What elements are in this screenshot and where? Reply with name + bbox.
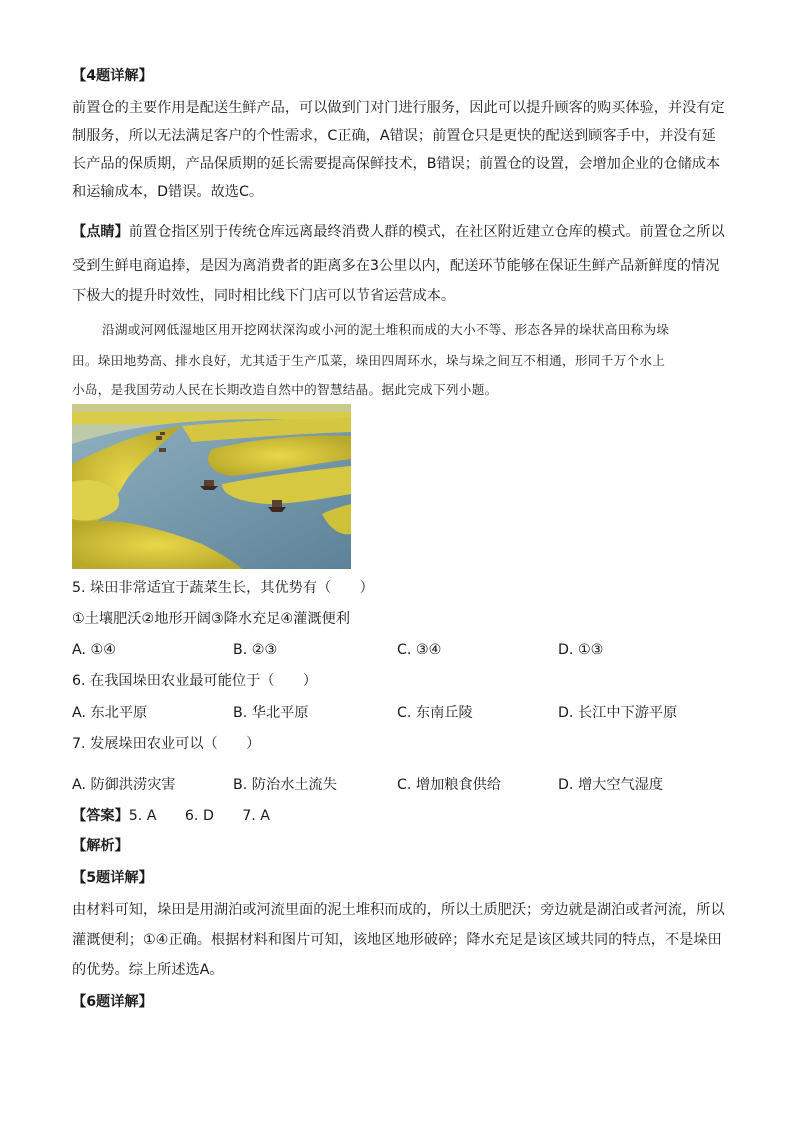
q5-option-b[interactable]: B. ②③	[233, 642, 278, 658]
q5-detail-line: 的优势。综上所述选A。	[72, 962, 224, 978]
q7-option-d[interactable]: D. 增大空气湿度	[558, 777, 664, 793]
key-point-label: 【点睛】	[72, 224, 129, 240]
q5-detail-line: 由材料可知，垛田是用湖泊或河流里面的泥土堆积而成的，所以土质肥沃；旁边就是湖泊或者河流，所以	[72, 902, 725, 918]
answer-line	[72, 806, 270, 826]
q5-detail-heading: 【5题详解】	[72, 870, 153, 886]
q7-option-b[interactable]: B. 防治水土流失	[233, 777, 337, 793]
key-point-line: 下极大的提升时效性，同时相比线下门店可以节省运营成本。	[72, 288, 456, 304]
q6-option-d[interactable]: D. 长江中下游平原	[558, 705, 678, 721]
key-point-paragraph	[72, 222, 725, 242]
duotian-photo	[72, 404, 351, 569]
answer-text: 5. A 6. D 7. A	[128, 808, 270, 824]
q6-option-b[interactable]: B. 华北平原	[233, 705, 309, 721]
key-point-line: 受到生鲜电商追捧，是因为离消费者的距离多在3公里以内，配送环节能够在保证生鲜产品新鲜度的情况	[72, 258, 720, 274]
q4-detail-heading: 【4题详解】	[72, 68, 153, 84]
q7-option-c[interactable]: C. 增加粮食供给	[397, 777, 502, 793]
material-line: 田。垛田地势高、排水良好，尤其适于生产瓜菜，垛田四周环水，垛与垛之间互不相通，形同千万个水上	[72, 353, 666, 368]
answer-label: 【答案】	[72, 808, 129, 824]
key-point-text: 前置仓指区别于传统仓库远离最终消费人群的模式，在社区附近建立仓库的模式。前置仓之所以	[128, 224, 725, 240]
analysis-label: 【解析】	[72, 838, 129, 854]
q6-detail-heading: 【6题详解】	[72, 994, 153, 1010]
q4-detail-line: 制服务，所以无法满足客户的个性需求，C正确，A错误；前置仓只是更快的配送到顾客手中，并没有延	[72, 128, 716, 144]
q5-option-d[interactable]: D. ①③	[558, 642, 604, 658]
q4-detail-line: 前置仓的主要作用是配送生鲜产品，可以做到门对门进行服务，因此可以提升顾客的购买体验，并没有定	[72, 100, 725, 116]
q4-detail-line: 和运输成本，D错误。故选C。	[72, 184, 264, 200]
q5-option-c[interactable]: C. ③④	[397, 642, 442, 658]
material-line: 沿湖或河网低湿地区用开挖网状深沟或小河的泥土堆积而成的大小不等、形态各异的垛状高田称为垛	[102, 322, 670, 337]
q7-stem: 7. 发展垛田农业可以（ ）	[72, 736, 261, 752]
q5-option-a[interactable]: A. ①④	[72, 642, 116, 658]
duotian-photo-illustration	[72, 404, 351, 569]
q7-option-a[interactable]: A. 防御洪涝灾害	[72, 777, 176, 793]
q5-stem: 5. 垛田非常适宜于蔬菜生长，其优势有（ ）	[72, 580, 374, 596]
q6-option-a[interactable]: A. 东北平原	[72, 705, 148, 721]
q5-items: ①土壤肥沃②地形开阔③降水充足④灌溉便利	[72, 611, 350, 627]
q6-option-c[interactable]: C. 东南丘陵	[397, 705, 473, 721]
q4-detail-line: 长产品的保质期，产品保质期的延长需要提高保鲜技术，B错误；前置仓的设置，会增加企业的仓储成本	[72, 156, 721, 172]
q5-detail-line: 灌溉便利；①④正确。根据材料和图片可知，该地区地形破碎；降水充足是该区域共同的特点，不是垛田	[72, 932, 722, 948]
material-line: 小岛，是我国劳动人民在长期改造自然中的智慧结晶。据此完成下列小题。	[72, 382, 498, 397]
q6-stem: 6. 在我国垛田农业最可能位于（ ）	[72, 673, 318, 689]
